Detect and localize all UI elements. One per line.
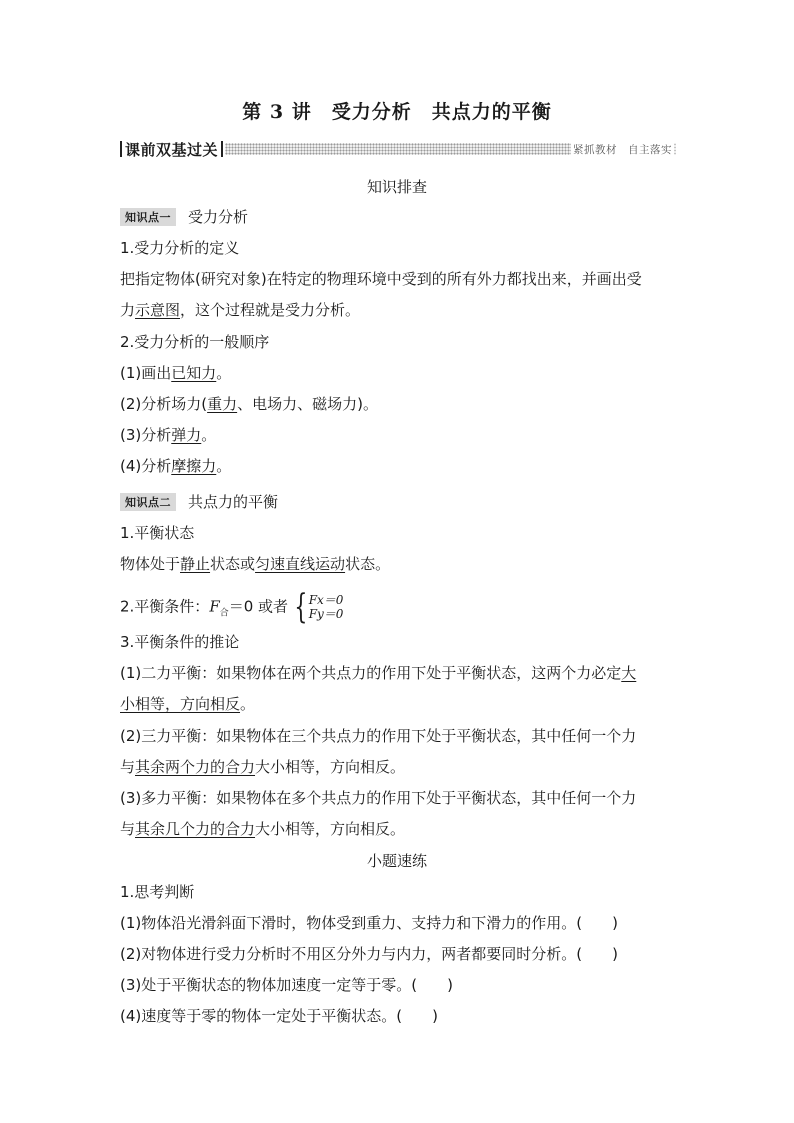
close-paren: ) [612,914,618,932]
force-symbol: F [209,597,220,616]
section-right-bar [221,141,223,157]
kp2-inference-2-line2 [120,757,680,777]
equation-fy: Fy＝0 [308,607,344,621]
kp2-inference-3-line2 [120,819,680,839]
question-text: (4)速度等于零的物体一定处于平衡状态。( [120,1007,403,1025]
text: 。 [216,364,232,382]
underlined-answer: 小相等，方向相反 [120,695,241,713]
text: 。 [216,457,232,475]
kp1-order-2 [120,394,680,414]
text: 物体处于 [120,555,181,573]
question-text: (3)处于平衡状态的物体加速度一定等于零。( [120,976,418,994]
practice-question-2 [120,944,680,964]
close-paren: ) [432,1007,438,1025]
underlined-answer: 其余几个力的合力 [135,820,256,838]
underlined-answer: 其余两个力的合力 [135,758,256,776]
text: ＝0 或者 [228,597,289,616]
kp1-order-4 [120,456,680,476]
kp1-def-heading: 1.受力分析的定义 [120,239,240,257]
equation-system [290,587,344,627]
underlined-answer: 重力 [207,395,238,413]
text: (1)二力平衡：如果物体在两个共点力的作用下处于平衡状态，这两个力必定 [120,664,622,682]
kp2-title: 共点力的平衡 [188,493,279,511]
kp2-inference-1-line1 [120,663,680,683]
close-paren: ) [612,945,618,963]
kp1-def-line1: 把指定物体(研究对象)在特定的物理环境中受到的所有外力都找出来，并画出受 [120,270,642,288]
equation-fx: Fx＝0 [308,593,344,607]
knowledge-point-2 [120,491,278,512]
section-dotted-band [225,143,676,155]
text: (2)分析场力( [120,395,208,413]
section-banner [120,141,676,157]
text: 大小相等，方向相反。 [255,820,406,838]
text: 2.平衡条件： [120,597,210,616]
section-tagline: 紧抓教材 自主落实 [573,144,672,156]
text: 。 [201,426,217,444]
close-paren: ) [447,976,453,994]
text: (1)画出 [120,364,172,382]
kp2-inference-2-line1: (2)三力平衡：如果物体在三个共点力的作用下处于平衡状态，其中任何一个力 [120,727,637,745]
kp1-title: 受力分析 [188,208,249,226]
practice-question-1 [120,913,680,933]
underlined-answer: 匀速直线运动 [255,555,346,573]
practice-judge-heading: 1.思考判断 [120,883,195,901]
subscript: 合 [219,608,229,619]
underlined-answer: 摩擦力 [171,457,217,475]
section-name: 课前双基过关 [125,140,219,159]
text: 与 [120,758,136,776]
text: 力 [120,301,136,319]
underlined-answer: 弹力 [171,426,202,444]
kp2-tag: 知识点二 [120,493,176,511]
kp2-inference-heading: 3.平衡条件的推论 [120,633,240,651]
text: 与 [120,820,136,838]
practice-question-3 [120,975,680,995]
text: 。 [240,695,256,713]
text: 状态或 [210,555,256,573]
text: (3)分析 [120,426,172,444]
question-text: (1)物体沿光滑斜面下滑时，物体受到重力、支持力和下滑力的作用。( [120,914,583,932]
kp1-def-line2 [120,300,680,320]
text: (4)分析 [120,457,172,475]
text: 状态。 [345,555,391,573]
underlined-answer: 大 [621,664,637,682]
page-title: 第 3 讲 受力分析 共点力的平衡 [242,101,552,123]
kp2-inference-3-line1: (3)多力平衡：如果物体在多个共点力的作用下处于平衡状态，其中任何一个力 [120,789,637,807]
kp2-condition-line [120,587,680,627]
brace-symbol: { [294,587,308,627]
kp1-order-3 [120,425,680,445]
kp1-tag: 知识点一 [120,208,176,226]
practice-question-4 [120,1006,680,1026]
knowledge-heading: 知识排查 [366,178,427,196]
kp1-order-heading: 2.受力分析的一般顺序 [120,333,270,351]
kp2-state-line [120,554,680,574]
section-left-bar [120,141,122,157]
practice-heading: 小题速练 [366,852,427,870]
kp1-order-1 [120,363,680,383]
underlined-answer: 示意图 [135,301,181,319]
knowledge-point-1 [120,206,248,227]
text: ，这个过程就是受力分析。 [180,301,361,319]
text: 、电场力、磁场力)。 [237,395,378,413]
question-text: (2)对物体进行受力分析时不用区分外力与内力，两者都要同时分析。( [120,945,583,963]
underlined-answer: 已知力 [171,364,217,382]
text: 大小相等，方向相反。 [255,758,406,776]
kp2-inference-1-line2 [120,694,680,714]
kp2-state-heading: 1.平衡状态 [120,524,195,542]
underlined-answer: 静止 [180,555,211,573]
